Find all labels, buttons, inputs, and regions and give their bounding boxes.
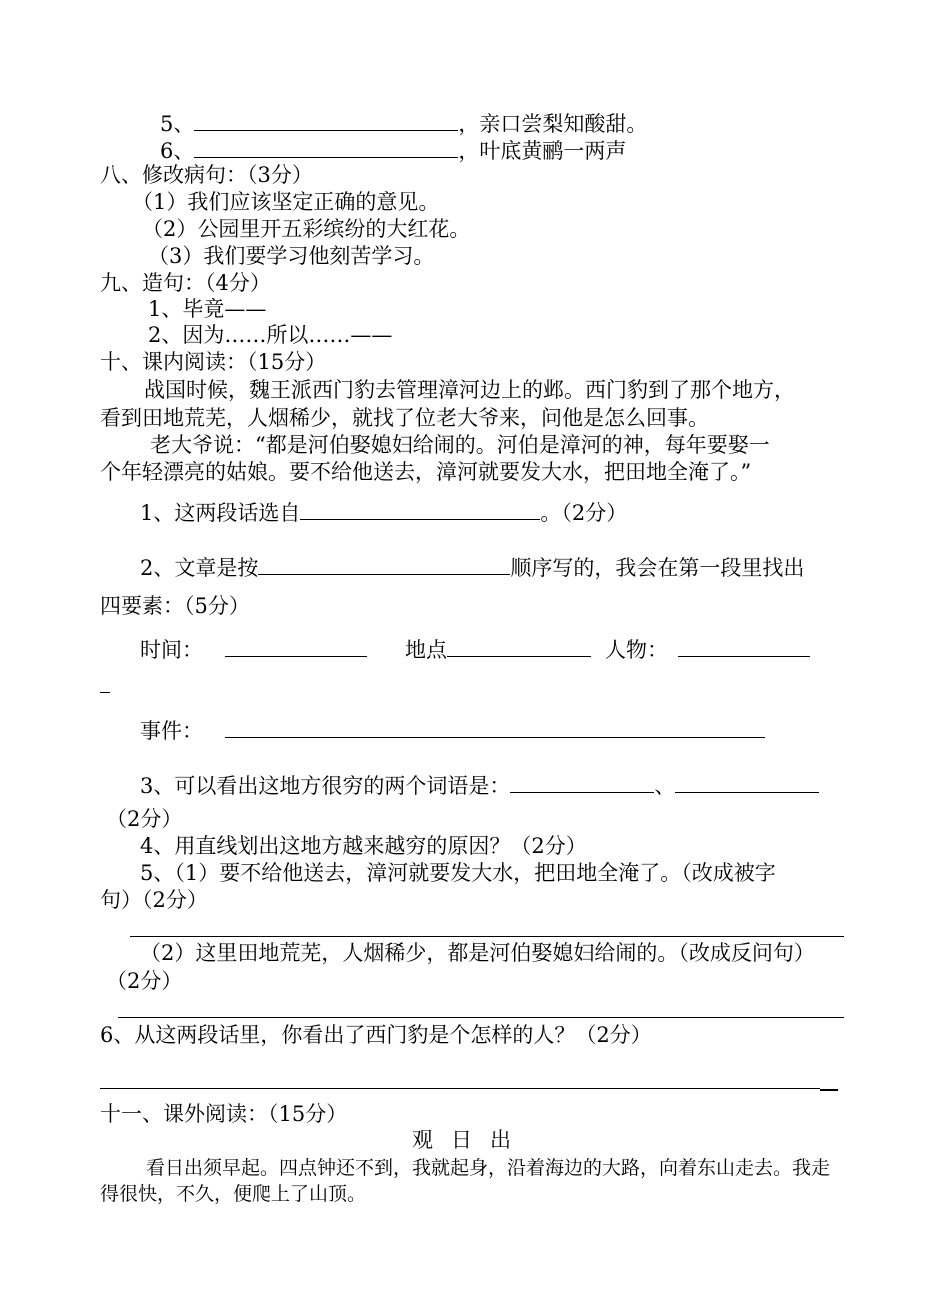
q10-para2-line2: 个年轻漂亮的姑娘。要不给他送去，漳河就要发大水，把田地全淹了。” [100, 460, 752, 484]
q9-heading: 九、造句：（4分） [100, 271, 271, 295]
person-blank[interactable] [678, 638, 810, 657]
q7-line-5-num: 5、 [160, 112, 195, 136]
person-label: 人物： [605, 638, 668, 662]
q10-sub-2-text: 2、文章是按 [140, 556, 259, 580]
q7-line-5-blank[interactable] [194, 110, 458, 131]
person-blank-overflow [100, 692, 110, 693]
q10-sub-5-answer-line-1[interactable] [130, 936, 844, 937]
q7-line-6 [160, 137, 626, 164]
q7-line-5-text: ，亲口尝梨知酸甜。 [458, 112, 648, 136]
q10-sub-1 [140, 500, 627, 526]
q8-item-1: （1）我们应该坚定正确的意见。 [132, 190, 440, 214]
q10-sub-4: 4、用直线划出这地方越来越穷的原因？（2分） [140, 834, 587, 858]
time-label: 时间： [140, 638, 203, 662]
q10-sub-6: 6、从这两段话里，你看出了西门豹是个怎样的人？（2分） [100, 1023, 652, 1047]
q8-item-2: （2）公园里开五彩缤纷的大红花。 [142, 217, 471, 241]
q10-sub-2-blank[interactable] [258, 556, 510, 575]
q10-sub-3-score: （2分） [106, 807, 183, 831]
q10-sub-1-score: 。（2分） [540, 501, 628, 525]
q10-sub-3-blank-1[interactable] [510, 774, 654, 793]
q7-line-6-num: 6、 [160, 139, 195, 163]
q11-para-line1: 看日出须早起。四点钟还不到，我就起身，沿着海边的大路，向着东山走去。我走 [146, 1157, 831, 1179]
q10-sub-3 [140, 773, 819, 799]
q10-sub-2 [140, 555, 804, 581]
q10-sub-5-line4: （2分） [106, 969, 183, 993]
q9-item-1: 1、毕竟—— [148, 297, 267, 321]
q7-line-6-text: ，叶底黄鹂一两声 [458, 139, 627, 163]
time-blank[interactable] [225, 638, 367, 657]
q10-sub-5-line2: 句）（2分） [100, 888, 208, 912]
q10-four-elements [140, 637, 810, 663]
q11-para-line2: 得很快，不久，便爬上了山顶。 [100, 1183, 367, 1205]
q10-heading: 十、课内阅读：（15分） [100, 350, 327, 374]
q10-sub-3-blank-2[interactable] [675, 774, 819, 793]
q7-line-6-blank[interactable] [194, 137, 458, 158]
q10-para1-line1: 战国时候，魏王派西门豹去管理漳河边上的邺。西门豹到了那个地方， [144, 378, 795, 402]
q10-para1-line2: 看到田地荒芜，人烟稀少，就找了位老大爷来，问他是怎么回事。 [100, 406, 709, 430]
q10-sub-3-text: 3、可以看出这地方很穷的两个词语是： [140, 774, 511, 798]
q10-sub-5-answer-line-2[interactable] [118, 1017, 844, 1018]
q10-sub-6-answer-line[interactable] [100, 1088, 820, 1089]
q9-item-2: 2、因为……所以……—— [148, 323, 393, 347]
q11-article-title: 观日出 [412, 1128, 529, 1152]
q8-item-3: （3）我们要学习他刻苦学习。 [148, 244, 435, 268]
q8-heading: 八、修改病句：（3分） [100, 163, 313, 187]
q10-sub-1-blank[interactable] [300, 501, 540, 520]
place-blank[interactable] [447, 638, 591, 657]
event-blank[interactable] [225, 719, 765, 738]
place-label: 地点 [405, 638, 447, 662]
q7-line-5 [160, 110, 647, 137]
q10-sub-1-text: 1、这两段话选自 [140, 501, 301, 525]
q10-sub-2-tail: 顺序写的，我会在第一段里找出 [510, 556, 805, 580]
q11-heading: 十一、课外阅读：（15分） [100, 1102, 348, 1126]
q10-sub-3-sep: 、 [654, 774, 676, 798]
q10-sub-2-cont: 四要素：（5分） [100, 594, 250, 618]
q10-sub-6-answer-line-tail [820, 1089, 838, 1091]
q10-sub-5-line1: 5、（1）要不给他送去，漳河就要发大水，把田地全淹了。（改成被字 [140, 861, 776, 885]
q10-sub-5-line3: （2）这里田地荒芜，人烟稀少，都是河伯娶媳妇给闹的。（改成反问句） [140, 941, 815, 965]
q10-para2-line1: 老大爷说：“都是河伯娶媳妇给闹的。河伯是漳河的神，每年要娶一 [150, 433, 770, 457]
q10-event [140, 718, 765, 744]
event-label: 事件： [140, 719, 203, 743]
